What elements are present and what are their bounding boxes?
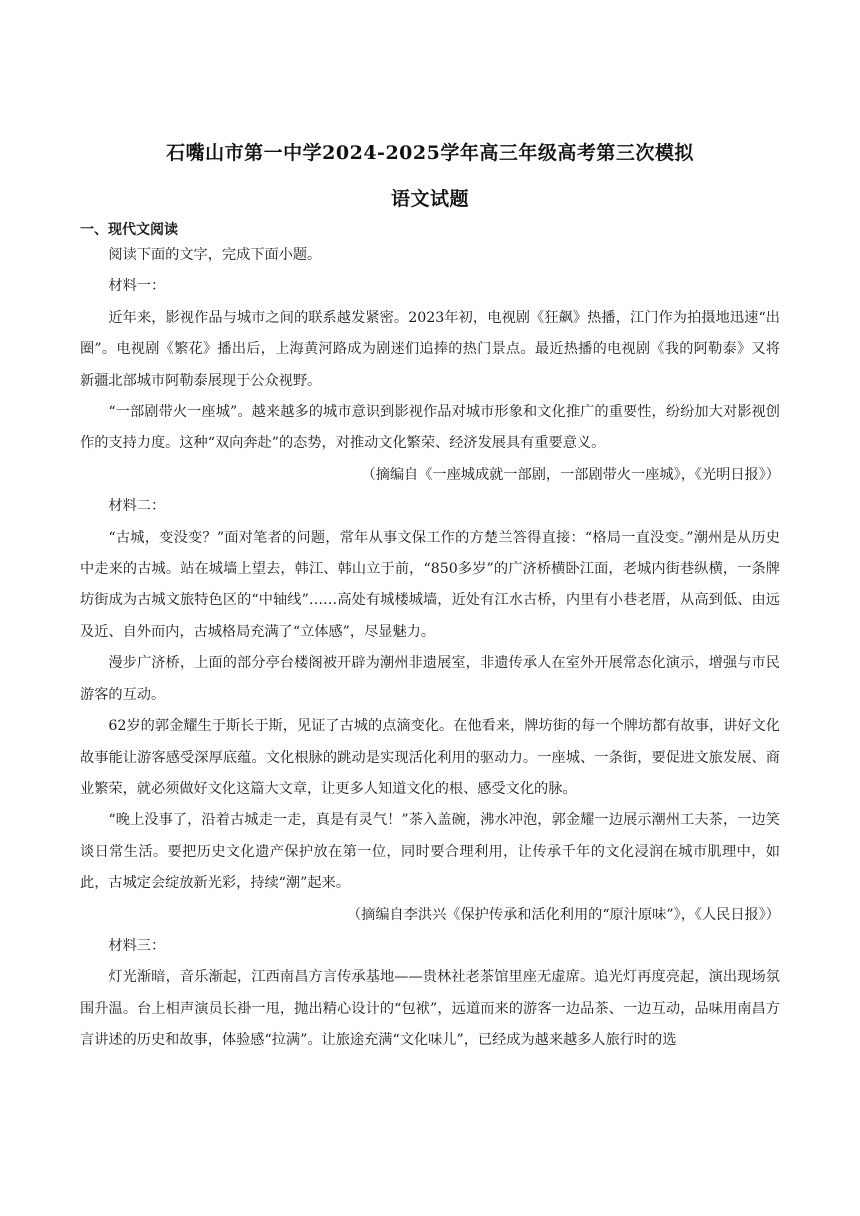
exam-title: 石嘴山市第一中学2024-2025学年高三年级高考第三次模拟 xyxy=(166,142,694,164)
exam-subtitle: 语文试题 xyxy=(390,188,469,210)
reading-passage xyxy=(80,240,780,1057)
body-paragraph: “一部剧带火一座城”。越来越多的城市意识到影视作品对城市形象和文化推广的重要性，纷纷加大对影视创作的支持力度。这种“双向奔赴”的态势，对推动文化繁荣、经济发展具有重要意义。 xyxy=(80,404,780,452)
material-two-label: 材料二： xyxy=(108,498,166,515)
body-paragraph: 62岁的郭金耀生于斯长于斯，见证了古城的点滴变化。在他看来，牌坊街的每一个牌坊都有故事，讲好文化故事能让游客感受深厚底蕴。文化根脉的跳动是实现活化利用的驱动力。一座城、一条街，要促进文旅发展、商业繁荣，就必须做好文化这篇大文章，让更多人知道文化的根、感受文化的脉。 xyxy=(80,718,780,797)
material-one-label: 材料一： xyxy=(108,278,166,295)
instruction-paragraph: 阅读下面的文字，完成下面小题。 xyxy=(108,247,322,263)
source-citation: （摘编自《一座城成就一部剧，一部剧带火一座城》，《光明日报》） xyxy=(361,466,780,483)
body-paragraph: 漫步广济桥，上面的部分亭台楼阁被开辟为潮州非遗展室，非遗传承人在室外开展常态化演示，增强与市民游客的互动。 xyxy=(80,655,780,703)
source-citation: （摘编自李洪兴《保护传承和活化利用的“原汁原味”》，《人民日报》） xyxy=(346,906,780,923)
body-paragraph: 灯光渐暗，音乐渐起，江西南昌方言传承基地——贵林社老茶馆里座无虚席。追光灯再度亮起，演出现场氛围升温。台上相声演员长褂一甩，抛出精心设计的“包袱”，远道而来的游客一边品茶、一边互动，品味用南昌方言讲述的历史和故事，体验感“拉满”。让旅途充满“文化味儿”，已经成为越来越多人旅行时的选 xyxy=(80,969,780,1049)
section-heading: 一、现代文阅读 xyxy=(80,222,178,238)
body-paragraph: “晚上没事了，沿着古城走一走，真是有灵气！”茶入盖碗，沸水冲泡，郭金耀一边展示潮州工夫茶，一边笑谈日常生活。要把历史文化遗产保护放在第一位，同时要合理利用，让传承千年的文化浸润在城市肌理中，如此，古城定会绽放新光彩，持续“潮”起来。 xyxy=(80,812,780,892)
body-paragraph: 近年来，影视作品与城市之间的联系越发紧密。2023年初，电视剧《狂飙》热播，江门作为拍摄地迅速“出圈”。电视剧《繁花》播出后，上海黄河路成为剧迷们追捧的热门景点。最近热播的电视剧《我的阿勒泰》又将新疆北部城市阿勒泰展现于公众视野。 xyxy=(80,309,780,389)
body-paragraph: “古城，变没变？”面对笔者的问题，常年从事文保工作的方楚兰答得直接：“格局一直没变。”潮州是从历史中走来的古城。站在城墙上望去，韩江、韩山立于前，“850多岁”的广济桥横卧江面，老城内街巷纵横，一条牌坊街成为古城文旅特色区的“中轴线”……高处有城楼城墙，近处有江水古桥，内里有小巷老厝，从高到低、由远及近、自外而内，古城格局充满了“立体感”，尽显魅力。 xyxy=(80,529,780,640)
material-three-label: 材料三： xyxy=(108,937,166,954)
